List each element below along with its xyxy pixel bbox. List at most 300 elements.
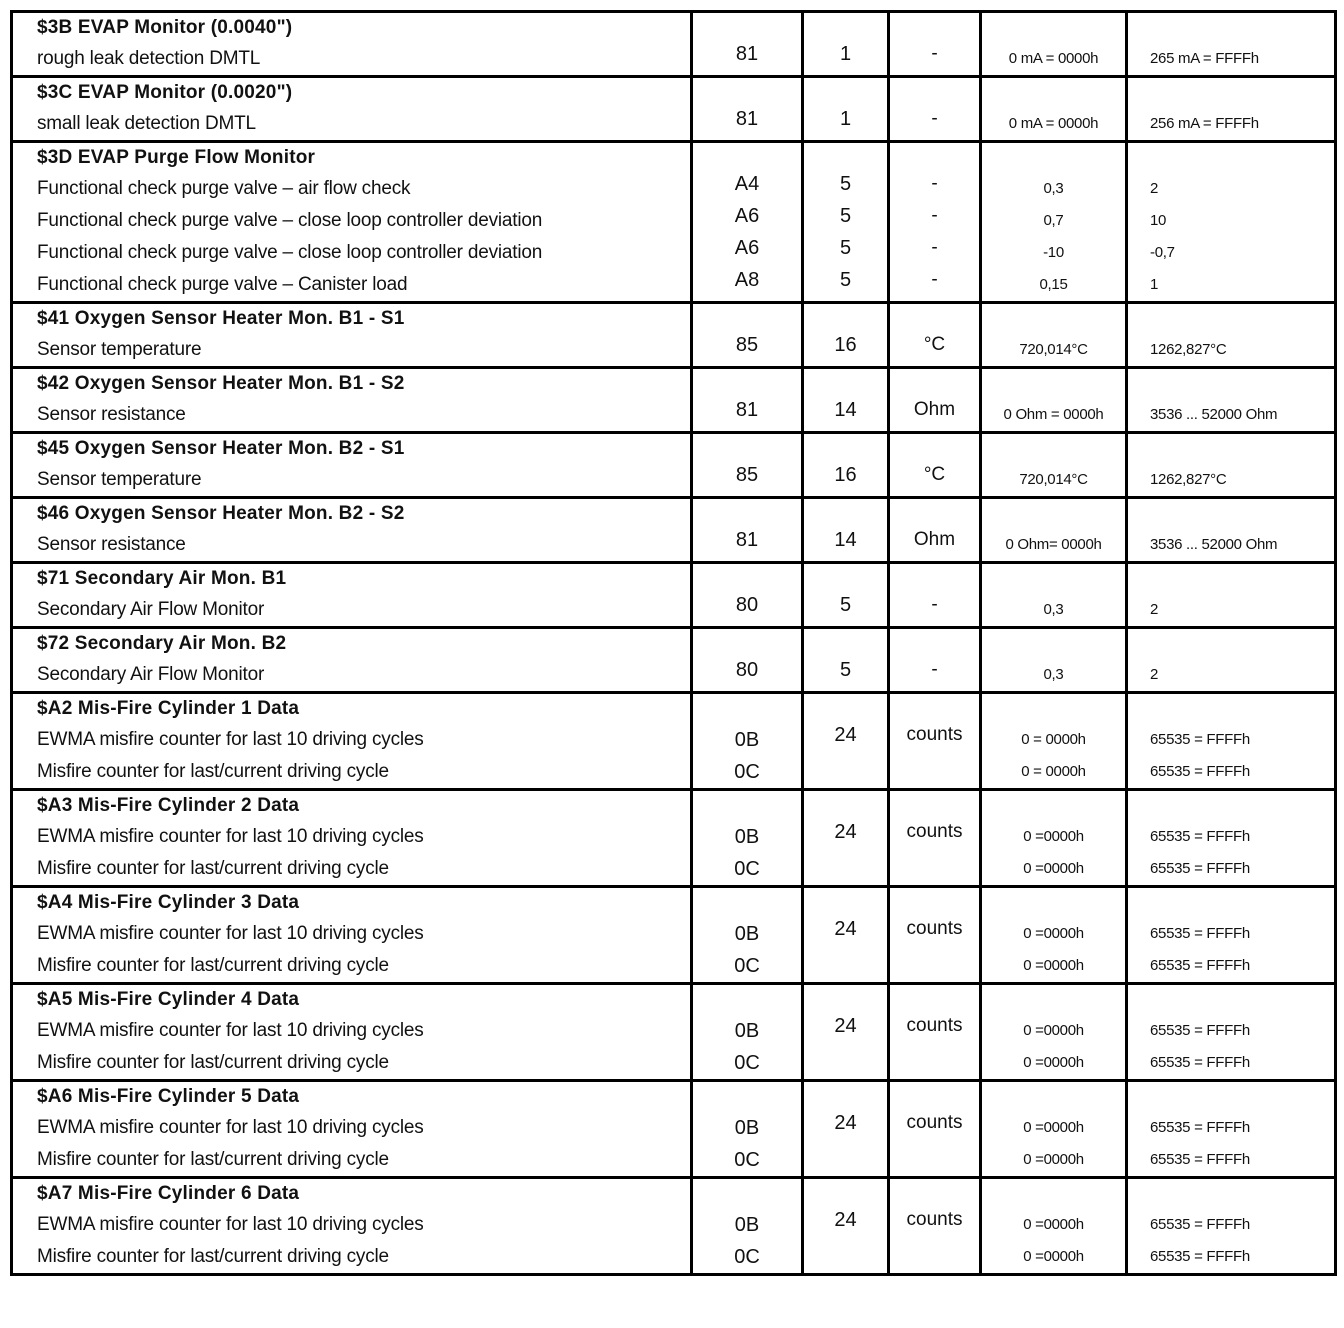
empty-header-cell bbox=[889, 563, 981, 595]
empty-header-cell bbox=[692, 77, 803, 109]
max-value: 1262,827°C bbox=[1150, 471, 1227, 488]
table-row bbox=[12, 205, 1336, 237]
empty-header-cell bbox=[889, 77, 981, 109]
row-description: Secondary Air Flow Monitor bbox=[37, 599, 265, 620]
min-value-cell bbox=[981, 108, 1127, 142]
test-id: 0C bbox=[734, 858, 760, 880]
description-cell bbox=[12, 205, 692, 237]
unit: - bbox=[889, 173, 981, 205]
group-title: $72 Secondary Air Mon. B2 bbox=[37, 633, 287, 654]
max-cell bbox=[1127, 790, 1336, 887]
max-value-cell bbox=[1127, 464, 1336, 498]
component-id: 5 bbox=[803, 594, 889, 628]
group-title-cell bbox=[12, 498, 692, 530]
monitor-group bbox=[12, 142, 1336, 303]
group-header-row bbox=[12, 563, 1336, 595]
cid-cell bbox=[803, 1081, 889, 1178]
group-title: $3D EVAP Purge Flow Monitor bbox=[37, 147, 316, 168]
description-cell bbox=[12, 464, 692, 498]
unit: counts bbox=[906, 1015, 963, 1036]
max-value: 1 bbox=[1150, 276, 1159, 293]
min-value: 720,014°C bbox=[1019, 471, 1088, 488]
group-title-cell bbox=[12, 303, 692, 335]
empty-header-cell bbox=[981, 303, 1127, 335]
max-value-cell bbox=[1127, 108, 1336, 142]
empty-header-cell bbox=[803, 563, 889, 595]
test-id: A4 bbox=[692, 173, 803, 205]
min-value-cell bbox=[981, 43, 1127, 77]
min-value: 0 =0000h bbox=[1023, 1248, 1084, 1265]
monitor-group bbox=[12, 303, 1336, 368]
min-value: 0 =0000h bbox=[1023, 1216, 1084, 1233]
min-value: 0,7 bbox=[1043, 212, 1064, 229]
empty-header-cell bbox=[981, 433, 1127, 465]
row-description: EWMA misfire counter for last 10 driving cycles bbox=[37, 1117, 424, 1138]
min-cell bbox=[981, 984, 1127, 1081]
table-row bbox=[12, 529, 1336, 563]
row-description: Sensor resistance bbox=[37, 534, 186, 555]
component-id: 5 bbox=[803, 237, 889, 269]
unit: counts bbox=[906, 1112, 963, 1133]
description-cell bbox=[12, 399, 692, 433]
empty-header-cell bbox=[692, 498, 803, 530]
unit: °C bbox=[889, 334, 981, 368]
max-value: 65535 = FFFFh bbox=[1150, 1054, 1250, 1071]
max-value: 65535 = FFFFh bbox=[1150, 1022, 1250, 1039]
table-row bbox=[12, 237, 1336, 269]
table-row bbox=[12, 108, 1336, 142]
group-title-cell bbox=[12, 1081, 692, 1113]
cid-cell bbox=[803, 693, 889, 790]
cid-cell bbox=[803, 1178, 889, 1275]
component-id: 24 bbox=[834, 821, 857, 843]
test-id: 81 bbox=[692, 399, 803, 433]
group-title-cell bbox=[12, 77, 692, 109]
group-header-row bbox=[12, 887, 1336, 919]
min-value: 0,15 bbox=[1039, 276, 1068, 293]
row-description: Misfire counter for last/current driving cycle bbox=[37, 1149, 389, 1170]
empty-header-cell bbox=[803, 433, 889, 465]
group-title: $41 Oxygen Sensor Heater Mon. B1 - S1 bbox=[37, 308, 405, 329]
test-id: A8 bbox=[692, 269, 803, 303]
empty-header-cell bbox=[803, 628, 889, 660]
component-id: 16 bbox=[803, 334, 889, 368]
max-value: 65535 = FFFFh bbox=[1150, 1151, 1250, 1168]
test-id: 0B bbox=[734, 1020, 760, 1042]
empty-header-cell bbox=[981, 498, 1127, 530]
min-value-cell bbox=[981, 334, 1127, 368]
table-row bbox=[12, 464, 1336, 498]
unit: Ohm bbox=[889, 399, 981, 433]
component-id: 14 bbox=[803, 399, 889, 433]
table-row bbox=[12, 594, 1336, 628]
unit: - bbox=[889, 43, 981, 77]
max-value: 65535 = FFFFh bbox=[1150, 957, 1250, 974]
row-description: EWMA misfire counter for last 10 driving cycles bbox=[37, 729, 424, 750]
unit: Ohm bbox=[889, 529, 981, 563]
component-id: 24 bbox=[834, 724, 857, 746]
group-title-cell bbox=[12, 368, 692, 400]
group-title: $A6 Mis-Fire Cylinder 5 Data bbox=[37, 1086, 300, 1107]
row-description: Sensor temperature bbox=[37, 339, 202, 360]
max-value: 2 bbox=[1150, 180, 1159, 197]
min-cell bbox=[981, 1081, 1127, 1178]
empty-header-cell bbox=[803, 142, 889, 174]
min-value: 0 =0000h bbox=[1023, 1119, 1084, 1136]
empty-header-cell bbox=[692, 433, 803, 465]
unit-cell bbox=[889, 693, 981, 790]
group-header-row bbox=[12, 303, 1336, 335]
group-header-row bbox=[12, 77, 1336, 109]
max-value: 10 bbox=[1150, 212, 1167, 229]
component-id: 1 bbox=[803, 108, 889, 142]
row-description: Misfire counter for last/current driving cycle bbox=[37, 858, 389, 879]
empty-header-cell bbox=[889, 142, 981, 174]
min-value: 0 = 0000h bbox=[1021, 763, 1086, 780]
min-value: 0 mA = 0000h bbox=[1008, 50, 1099, 67]
document-page bbox=[10, 10, 1337, 1276]
test-id: 85 bbox=[692, 334, 803, 368]
table-row bbox=[12, 269, 1336, 303]
max-value-cell bbox=[1127, 173, 1336, 205]
empty-header-cell bbox=[889, 12, 981, 44]
cid-cell bbox=[803, 984, 889, 1081]
description-cell bbox=[12, 1241, 692, 1275]
row-description: EWMA misfire counter for last 10 driving cycles bbox=[37, 1214, 424, 1235]
min-value: 720,014°C bbox=[1019, 341, 1088, 358]
empty-header-cell bbox=[1127, 142, 1336, 174]
min-value: 0 =0000h bbox=[1023, 828, 1084, 845]
empty-header-cell bbox=[803, 12, 889, 44]
monitor-group bbox=[12, 498, 1336, 563]
group-title-cell bbox=[12, 984, 692, 1016]
max-value-cell bbox=[1127, 43, 1336, 77]
description-cell bbox=[12, 594, 692, 628]
description-cell bbox=[12, 1015, 692, 1047]
group-title: $A5 Mis-Fire Cylinder 4 Data bbox=[37, 989, 300, 1010]
test-id: 0B bbox=[734, 1214, 760, 1236]
empty-header-cell bbox=[981, 142, 1127, 174]
component-id: 5 bbox=[803, 205, 889, 237]
row-description: Functional check purge valve – close loop controller deviation bbox=[37, 242, 543, 263]
group-title-cell bbox=[12, 887, 692, 919]
group-title: $3C EVAP Monitor (0.0020") bbox=[37, 82, 293, 103]
description-cell bbox=[12, 821, 692, 853]
row-description: Misfire counter for last/current driving cycle bbox=[37, 955, 389, 976]
min-value: -10 bbox=[1043, 244, 1064, 261]
min-value-cell bbox=[981, 269, 1127, 303]
cid-cell bbox=[803, 887, 889, 984]
component-id: 5 bbox=[803, 173, 889, 205]
max-value: 65535 = FFFFh bbox=[1150, 1248, 1250, 1265]
test-id: 0B bbox=[734, 826, 760, 848]
test-id: 80 bbox=[692, 659, 803, 693]
max-value: -0,7 bbox=[1150, 244, 1175, 261]
group-title: $45 Oxygen Sensor Heater Mon. B2 - S1 bbox=[37, 438, 405, 459]
empty-header-cell bbox=[1127, 303, 1336, 335]
table-row bbox=[12, 659, 1336, 693]
monitor-group bbox=[12, 368, 1336, 433]
test-id: 0B bbox=[734, 1117, 760, 1139]
max-cell bbox=[1127, 984, 1336, 1081]
description-cell bbox=[12, 1047, 692, 1081]
unit-cell bbox=[889, 1081, 981, 1178]
row-description: EWMA misfire counter for last 10 driving cycles bbox=[37, 923, 424, 944]
table-row bbox=[12, 43, 1336, 77]
row-description: Functional check purge valve – close loop controller deviation bbox=[37, 210, 543, 231]
unit-cell bbox=[889, 1178, 981, 1275]
min-cell bbox=[981, 790, 1127, 887]
description-cell bbox=[12, 950, 692, 984]
group-title: $A3 Mis-Fire Cylinder 2 Data bbox=[37, 795, 300, 816]
monitor-group bbox=[12, 77, 1336, 142]
min-value-cell bbox=[981, 237, 1127, 269]
test-id: 0C bbox=[734, 955, 760, 977]
max-value-cell bbox=[1127, 205, 1336, 237]
row-description: EWMA misfire counter for last 10 driving cycles bbox=[37, 1020, 424, 1041]
component-id: 16 bbox=[803, 464, 889, 498]
unit: counts bbox=[906, 724, 963, 745]
max-cell bbox=[1127, 693, 1336, 790]
group-title: $3B EVAP Monitor (0.0040") bbox=[37, 17, 293, 38]
description-cell bbox=[12, 756, 692, 790]
obd-monitor-table bbox=[10, 10, 1337, 1276]
empty-header-cell bbox=[692, 12, 803, 44]
max-value: 3536 ... 52000 Ohm bbox=[1150, 536, 1278, 553]
max-value-cell bbox=[1127, 334, 1336, 368]
min-value-cell bbox=[981, 173, 1127, 205]
table-row bbox=[12, 399, 1336, 433]
empty-header-cell bbox=[889, 368, 981, 400]
group-header-row bbox=[12, 368, 1336, 400]
min-value: 0 = 0000h bbox=[1021, 731, 1086, 748]
empty-header-cell bbox=[1127, 628, 1336, 660]
empty-header-cell bbox=[1127, 12, 1336, 44]
row-description: Functional check purge valve – Canister load bbox=[37, 274, 408, 295]
empty-header-cell bbox=[692, 563, 803, 595]
component-id: 24 bbox=[834, 1112, 857, 1134]
cid-cell bbox=[803, 790, 889, 887]
row-description: Misfire counter for last/current driving cycle bbox=[37, 1052, 389, 1073]
component-id: 14 bbox=[803, 529, 889, 563]
group-header-row bbox=[12, 1178, 1336, 1210]
min-value: 0,3 bbox=[1043, 601, 1064, 618]
empty-header-cell bbox=[889, 433, 981, 465]
max-value: 65535 = FFFFh bbox=[1150, 1216, 1250, 1233]
max-value: 1262,827°C bbox=[1150, 341, 1227, 358]
description-cell bbox=[12, 237, 692, 269]
max-value: 65535 = FFFFh bbox=[1150, 731, 1250, 748]
monitor-group bbox=[12, 693, 1336, 790]
max-value-cell bbox=[1127, 659, 1336, 693]
max-value: 65535 = FFFFh bbox=[1150, 925, 1250, 942]
description-cell bbox=[12, 659, 692, 693]
min-value-cell bbox=[981, 399, 1127, 433]
monitor-group bbox=[12, 1178, 1336, 1275]
max-value-cell bbox=[1127, 269, 1336, 303]
min-value: 0,3 bbox=[1043, 666, 1064, 683]
component-id: 1 bbox=[803, 43, 889, 77]
description-cell bbox=[12, 529, 692, 563]
monitor-group bbox=[12, 790, 1336, 887]
min-value: 0 Ohm = 0000h bbox=[1003, 406, 1104, 423]
test-id: 0C bbox=[734, 1052, 760, 1074]
min-value-cell bbox=[981, 659, 1127, 693]
unit: counts bbox=[906, 918, 963, 939]
description-cell bbox=[12, 334, 692, 368]
unit: °C bbox=[889, 464, 981, 498]
group-header-row bbox=[12, 142, 1336, 174]
row-description: Sensor temperature bbox=[37, 469, 202, 490]
description-cell bbox=[12, 1112, 692, 1144]
tid-cell bbox=[692, 693, 803, 790]
row-description: rough leak detection DMTL bbox=[37, 48, 261, 69]
unit-cell bbox=[889, 790, 981, 887]
max-value: 65535 = FFFFh bbox=[1150, 763, 1250, 780]
group-header-row bbox=[12, 498, 1336, 530]
empty-header-cell bbox=[981, 77, 1127, 109]
group-header-row bbox=[12, 984, 1336, 1016]
max-value: 2 bbox=[1150, 666, 1159, 683]
test-id: 0B bbox=[734, 923, 760, 945]
description-cell bbox=[12, 853, 692, 887]
component-id: 5 bbox=[803, 269, 889, 303]
test-id: 0C bbox=[734, 1149, 760, 1171]
min-value-cell bbox=[981, 529, 1127, 563]
max-value-cell bbox=[1127, 237, 1336, 269]
description-cell bbox=[12, 724, 692, 756]
min-cell bbox=[981, 887, 1127, 984]
max-value-cell bbox=[1127, 529, 1336, 563]
tid-cell bbox=[692, 887, 803, 984]
empty-header-cell bbox=[889, 498, 981, 530]
row-description: Secondary Air Flow Monitor bbox=[37, 664, 265, 685]
empty-header-cell bbox=[803, 77, 889, 109]
empty-header-cell bbox=[981, 12, 1127, 44]
group-title-cell bbox=[12, 563, 692, 595]
min-value: 0,3 bbox=[1043, 180, 1064, 197]
tid-cell bbox=[692, 1081, 803, 1178]
tid-cell bbox=[692, 1178, 803, 1275]
min-value: 0 =0000h bbox=[1023, 860, 1084, 877]
group-title: $42 Oxygen Sensor Heater Mon. B1 - S2 bbox=[37, 373, 405, 394]
max-value: 3536 ... 52000 Ohm bbox=[1150, 406, 1278, 423]
row-description: Misfire counter for last/current driving cycle bbox=[37, 761, 389, 782]
max-value: 2 bbox=[1150, 601, 1159, 618]
row-description: small leak detection DMTL bbox=[37, 113, 256, 134]
description-cell bbox=[12, 1144, 692, 1178]
row-description: Functional check purge valve – air flow check bbox=[37, 178, 411, 199]
tid-cell bbox=[692, 984, 803, 1081]
empty-header-cell bbox=[803, 368, 889, 400]
min-value: 0 =0000h bbox=[1023, 1022, 1084, 1039]
monitor-group bbox=[12, 563, 1336, 628]
monitor-group bbox=[12, 433, 1336, 498]
min-value: 0 Ohm= 0000h bbox=[1005, 536, 1102, 553]
test-id: 81 bbox=[692, 108, 803, 142]
group-header-row bbox=[12, 1081, 1336, 1113]
empty-header-cell bbox=[803, 498, 889, 530]
monitor-group bbox=[12, 1081, 1336, 1178]
min-value-cell bbox=[981, 594, 1127, 628]
min-cell bbox=[981, 693, 1127, 790]
empty-header-cell bbox=[981, 368, 1127, 400]
row-description: Misfire counter for last/current driving cycle bbox=[37, 1246, 389, 1267]
empty-header-cell bbox=[1127, 368, 1336, 400]
unit-cell bbox=[889, 984, 981, 1081]
empty-header-cell bbox=[1127, 498, 1336, 530]
test-id: 81 bbox=[692, 43, 803, 77]
test-id: A6 bbox=[692, 237, 803, 269]
group-title: $A7 Mis-Fire Cylinder 6 Data bbox=[37, 1183, 300, 1204]
min-cell bbox=[981, 1178, 1127, 1275]
monitor-group bbox=[12, 984, 1336, 1081]
test-id: 0C bbox=[734, 761, 760, 783]
group-title-cell bbox=[12, 790, 692, 822]
group-title: $46 Oxygen Sensor Heater Mon. B2 - S2 bbox=[37, 503, 405, 524]
group-header-row bbox=[12, 628, 1336, 660]
unit: - bbox=[889, 594, 981, 628]
max-value: 265 mA = FFFFh bbox=[1150, 50, 1259, 67]
unit: counts bbox=[906, 1209, 963, 1230]
max-cell bbox=[1127, 1081, 1336, 1178]
table-row bbox=[12, 334, 1336, 368]
empty-header-cell bbox=[889, 303, 981, 335]
max-value: 256 mA = FFFFh bbox=[1150, 115, 1259, 132]
tid-cell bbox=[692, 790, 803, 887]
description-cell bbox=[12, 1209, 692, 1241]
max-value: 65535 = FFFFh bbox=[1150, 860, 1250, 877]
min-value: 0 =0000h bbox=[1023, 925, 1084, 942]
unit: - bbox=[889, 659, 981, 693]
component-id: 5 bbox=[803, 659, 889, 693]
unit: counts bbox=[906, 821, 963, 842]
test-id: 0B bbox=[734, 729, 760, 751]
monitor-group bbox=[12, 887, 1336, 984]
empty-header-cell bbox=[1127, 433, 1336, 465]
min-value-cell bbox=[981, 464, 1127, 498]
min-value: 0 =0000h bbox=[1023, 957, 1084, 974]
max-value: 65535 = FFFFh bbox=[1150, 828, 1250, 845]
group-title: $A2 Mis-Fire Cylinder 1 Data bbox=[37, 698, 300, 719]
unit: - bbox=[889, 237, 981, 269]
max-cell bbox=[1127, 887, 1336, 984]
description-cell bbox=[12, 108, 692, 142]
min-value: 0 =0000h bbox=[1023, 1151, 1084, 1168]
component-id: 24 bbox=[834, 918, 857, 940]
empty-header-cell bbox=[1127, 77, 1336, 109]
description-cell bbox=[12, 918, 692, 950]
unit: - bbox=[889, 108, 981, 142]
component-id: 24 bbox=[834, 1209, 857, 1231]
group-title-cell bbox=[12, 1178, 692, 1210]
row-description: Sensor resistance bbox=[37, 404, 186, 425]
group-title-cell bbox=[12, 693, 692, 725]
group-title-cell bbox=[12, 12, 692, 44]
row-description: EWMA misfire counter for last 10 driving cycles bbox=[37, 826, 424, 847]
test-id: 85 bbox=[692, 464, 803, 498]
group-title: $71 Secondary Air Mon. B1 bbox=[37, 568, 287, 589]
empty-header-cell bbox=[803, 303, 889, 335]
description-cell bbox=[12, 269, 692, 303]
empty-header-cell bbox=[889, 628, 981, 660]
unit-cell bbox=[889, 887, 981, 984]
max-value-cell bbox=[1127, 399, 1336, 433]
monitor-group bbox=[12, 628, 1336, 693]
description-cell bbox=[12, 173, 692, 205]
test-id: 0C bbox=[734, 1246, 760, 1268]
min-value-cell bbox=[981, 205, 1127, 237]
